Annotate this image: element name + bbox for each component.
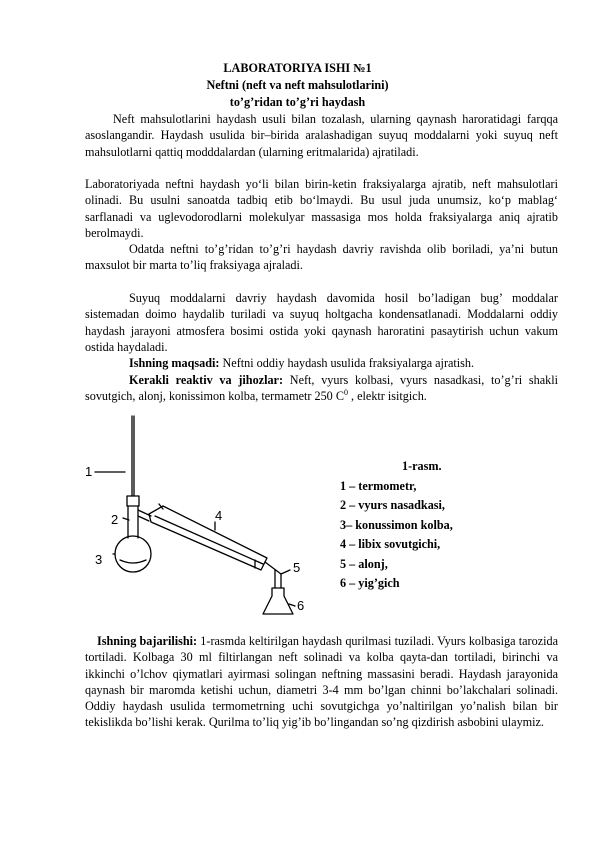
condenser-inner-shape xyxy=(155,516,263,564)
paragraph-laboratory: Laboratoriyada neftni haydash yo‘li bilan birin-ketin fraksiyalarga ajratib, neft mahsulotlari olinadi. Bu usulni sanoatda tadbiq etib bo‘lmaydi. Bu usul juda unumsiz, ko‘p mablag‘ sarflanadi va uglevodorodlarni molekulyar massasiga mos holda fraksiyalarga aniq ajratib berolmaydi. xyxy=(85,177,558,240)
condenser-ports-shape xyxy=(159,504,255,568)
procedure-text: 1-rasmda keltirilgan haydash qurilmasi tuziladi. Vyurs kolbasiga tarozida tortiladi. Kolbaga 30 ml filtirlangan neft solinadi va kolba qayta-dan tortiladi, birinchi va ikkinchi o’lchov qiymatlari ayirmasi solingan neftning massasini beradi. Haydash jarayonida qaynash bir maromda ketishi uchun, diametri 3-4 mm bo’lgan chinni bo’lakchalari solinadi. Oddiy haydash usulida termometrning uchi sovutgichga yo’naltirilgan yo’nalish bilan bir tekislikda bo’lishi kerak. Qurilma to’liq yig’ib bo’lingandan so’ng qizdirish asbobini ulaymiz. xyxy=(85,634,558,730)
figure-label-4: 4 xyxy=(215,508,223,523)
receiver-shape xyxy=(263,588,293,614)
figure-label-2: 2 xyxy=(111,512,119,527)
wurtz-neck-shape xyxy=(128,506,138,538)
figure-caption xyxy=(340,457,570,594)
paragraph-reagents xyxy=(85,372,558,405)
reagents-label: Kerakli reaktiv va jihozlar: xyxy=(129,373,284,387)
paragraph-intro: Neft mahsulotlarini haydash usuli bilan tozalash, ularning qaynash haroratidagi farqqa asoslangandir. Haydash usulida bir–birida aralashadigan suyuq moddalarni yoki suyuq neft mahsulotlarni qattiq modddalardan (ularning eritmalarida) ajratiladi. xyxy=(85,112,558,159)
flask-shape xyxy=(115,536,151,572)
reagents-text: Neft, vyurs kolbasi, vyurs nasadkasi, to’g’ri shakli sovutgich, alonj, konissimon kolba, termametr 250 C xyxy=(85,373,559,404)
legend-item: 6 – yig’gich xyxy=(340,576,400,590)
legend-item: 3– konussimon kolba, xyxy=(340,517,453,532)
stopper-shape xyxy=(127,496,139,506)
figure-label-1: 1 xyxy=(85,464,93,479)
leader-line-6 xyxy=(289,604,295,606)
procedure-label: Ishning bajarilishi: xyxy=(97,634,198,648)
goal-text: Neftni oddiy haydash usulida fraksiyalarga ajratish. xyxy=(219,356,475,370)
figure-label-5: 5 xyxy=(293,560,301,575)
legend-item: 4 – libix sovutgichi, xyxy=(340,537,441,551)
lab-title: LABORATORIYA ISHI №1 xyxy=(223,61,372,75)
flask-liquid-shape xyxy=(120,560,146,563)
reagents-end: , elektr isitgich. xyxy=(347,389,427,404)
legend-item: 2 – vyurs nasadkasi, xyxy=(340,498,445,512)
allonge-shape xyxy=(265,562,281,588)
condenser-shape xyxy=(149,506,267,570)
paragraph-periodic-distillation: Suyuq moddalarni davriy haydash davomida hosil bo’ladigan bug’ moddalar sistemadan doimo haydalib turiladi va suyuq holtgacha kondensatlanadi. Moddalarni oddiy haydash jarayoni atmosfera bosimi ostida yoki qaynash haroratini pasaytirish uchun vakum ostida haydaladi. xyxy=(85,291,558,354)
goal-label: Ishning maqsadi: xyxy=(129,356,220,370)
paragraph-procedure xyxy=(85,633,558,731)
legend-item: 1 – termometr, xyxy=(340,478,417,493)
legend-item: 5 – alonj, xyxy=(340,556,388,571)
paragraph-direct-distillation: Odatda neftni to’g’ridan to’g’ri haydash davriy ravishda olib boriladi, ya’ni butun maxsulot bir marta to’liq fraksiyaga ajraladi. xyxy=(85,242,558,273)
distillation-apparatus-figure xyxy=(85,410,325,618)
lab-subtitle: Neftni (neft va neft mahsulotlarini) xyxy=(206,78,389,92)
paragraph-goal xyxy=(85,355,558,371)
degree-sup: 0 xyxy=(343,388,348,398)
leader-line-5 xyxy=(281,570,290,574)
figure-label-6: 6 xyxy=(297,598,305,613)
lab-subtitle-2: to’g’ridan to’g’ri haydash xyxy=(229,95,366,109)
caption-title: 1-rasm. xyxy=(402,459,442,473)
figure-label-3: 3 xyxy=(95,552,103,567)
